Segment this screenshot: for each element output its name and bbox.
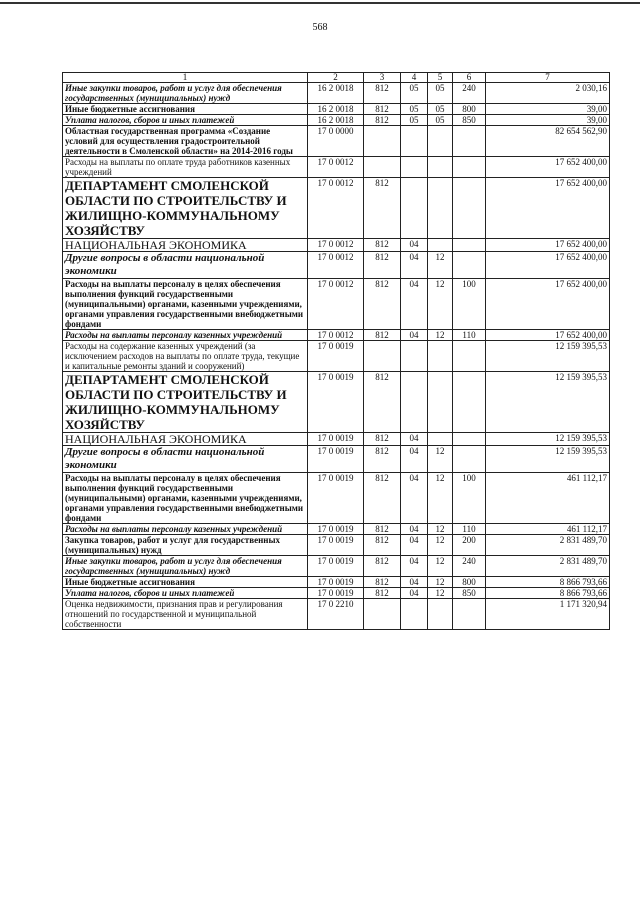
cell-name: Другие вопросы в области национальной экономики xyxy=(63,446,308,473)
cell-expense-type: 240 xyxy=(453,83,486,104)
cell-name: НАЦИОНАЛЬНАЯ ЭКОНОМИКА xyxy=(63,239,308,252)
cell-name: НАЦИОНАЛЬНАЯ ЭКОНОМИКА xyxy=(63,433,308,446)
cell-expense-type xyxy=(453,433,486,446)
cell-department-code: 812 xyxy=(364,279,401,330)
cell-name: ДЕПАРТАМЕНТ СМОЛЕНСКОЙ ОБЛАСТИ ПО СТРОИТЕЛЬСТВУ И ЖИЛИЩНО-КОММУНАЛЬНОМУ ХОЗЯЙСТВУ xyxy=(63,178,308,239)
cell-name: Расходы на выплаты персоналу казенных учреждений xyxy=(63,524,308,535)
cell-section-code xyxy=(401,372,428,433)
cell-name: Иные бюджетные ассигнования xyxy=(63,104,308,115)
cell-expense-type xyxy=(453,126,486,157)
cell-amount: 12 159 395,53 xyxy=(486,433,610,446)
cell-amount: 12 159 395,53 xyxy=(486,446,610,473)
cell-amount: 17 652 400,00 xyxy=(486,252,610,279)
cell-target-article: 17 0 0012 xyxy=(308,157,364,178)
cell-expense-type xyxy=(453,239,486,252)
cell-subsection-code xyxy=(428,157,453,178)
cell-expense-type: 100 xyxy=(453,279,486,330)
cell-amount: 1 171 320,94 xyxy=(486,599,610,630)
table-row xyxy=(63,115,610,126)
cell-section-code: 05 xyxy=(401,104,428,115)
cell-expense-type xyxy=(453,446,486,473)
cell-subsection-code: 12 xyxy=(428,535,453,556)
cell-section-code: 04 xyxy=(401,446,428,473)
table-row xyxy=(63,372,610,433)
cell-subsection-code: 12 xyxy=(428,588,453,599)
cell-subsection-code xyxy=(428,341,453,372)
cell-target-article: 17 0 0019 xyxy=(308,473,364,524)
cell-expense-type: 110 xyxy=(453,330,486,341)
cell-amount: 17 652 400,00 xyxy=(486,178,610,239)
cell-target-article: 17 0 0012 xyxy=(308,178,364,239)
cell-department-code: 812 xyxy=(364,252,401,279)
column-header: 2 xyxy=(308,73,364,83)
cell-expense-type xyxy=(453,372,486,433)
cell-name: Закупка товаров, работ и услуг для государственных (муниципальных) нужд xyxy=(63,535,308,556)
cell-subsection-code: 12 xyxy=(428,556,453,577)
cell-section-code xyxy=(401,157,428,178)
cell-expense-type: 200 xyxy=(453,535,486,556)
cell-name: Уплата налогов, сборов и иных платежей xyxy=(63,115,308,126)
cell-section-code: 04 xyxy=(401,433,428,446)
cell-section-code xyxy=(401,341,428,372)
table-row xyxy=(63,341,610,372)
cell-target-article: 17 0 0019 xyxy=(308,535,364,556)
cell-target-article: 17 0 0019 xyxy=(308,341,364,372)
cell-section-code: 04 xyxy=(401,330,428,341)
budget-table xyxy=(62,72,610,630)
cell-department-code: 812 xyxy=(364,83,401,104)
cell-amount: 2 030,16 xyxy=(486,83,610,104)
column-header: 3 xyxy=(364,73,401,83)
cell-section-code: 05 xyxy=(401,83,428,104)
cell-amount: 8 866 793,66 xyxy=(486,588,610,599)
table-row xyxy=(63,524,610,535)
cell-target-article: 17 0 0019 xyxy=(308,556,364,577)
cell-department-code: 812 xyxy=(364,372,401,433)
cell-target-article: 16 2 0018 xyxy=(308,104,364,115)
cell-target-article: 17 0 0012 xyxy=(308,279,364,330)
table-row xyxy=(63,330,610,341)
cell-subsection-code xyxy=(428,178,453,239)
cell-expense-type xyxy=(453,341,486,372)
cell-target-article: 17 0 0000 xyxy=(308,126,364,157)
cell-department-code: 812 xyxy=(364,473,401,524)
column-header: 5 xyxy=(428,73,453,83)
cell-section-code: 04 xyxy=(401,524,428,535)
cell-section-code: 04 xyxy=(401,279,428,330)
table-row xyxy=(63,178,610,239)
cell-name: Расходы на выплаты персоналу в целях обеспечения выполнения функций государственными (муниципальными) органами, казенными учреждениями, органами управления государственными внебюджетными фондами xyxy=(63,279,308,330)
cell-expense-type: 110 xyxy=(453,524,486,535)
cell-department-code: 812 xyxy=(364,577,401,588)
cell-department-code xyxy=(364,599,401,630)
table-row xyxy=(63,588,610,599)
cell-expense-type: 850 xyxy=(453,115,486,126)
cell-section-code: 04 xyxy=(401,535,428,556)
cell-subsection-code: 12 xyxy=(428,446,453,473)
cell-department-code: 812 xyxy=(364,535,401,556)
cell-department-code: 812 xyxy=(364,115,401,126)
cell-subsection-code: 12 xyxy=(428,252,453,279)
cell-name: Расходы на выплаты по оплате труда работников казенных учреждений xyxy=(63,157,308,178)
cell-amount: 17 652 400,00 xyxy=(486,279,610,330)
cell-amount: 17 652 400,00 xyxy=(486,239,610,252)
table-row xyxy=(63,104,610,115)
table-row xyxy=(63,157,610,178)
cell-target-article: 17 0 0012 xyxy=(308,330,364,341)
cell-amount: 461 112,17 xyxy=(486,524,610,535)
table-row xyxy=(63,446,610,473)
cell-amount: 8 866 793,66 xyxy=(486,577,610,588)
cell-subsection-code: 12 xyxy=(428,473,453,524)
cell-expense-type xyxy=(453,178,486,239)
cell-name: Оценка недвижимости, признания прав и регулирования отношений по государственной и муниципальной собственности xyxy=(63,599,308,630)
cell-subsection-code: 12 xyxy=(428,524,453,535)
cell-expense-type xyxy=(453,157,486,178)
cell-section-code: 04 xyxy=(401,252,428,279)
cell-department-code: 812 xyxy=(364,588,401,599)
cell-subsection-code xyxy=(428,372,453,433)
cell-name: Областная государственная программа «Создание условий для осуществления градостроительной деятельности в Смоленской области» на 2014-2016 годы xyxy=(63,126,308,157)
cell-department-code xyxy=(364,341,401,372)
cell-subsection-code: 12 xyxy=(428,577,453,588)
header-row xyxy=(63,73,610,83)
cell-name: Расходы на выплаты персоналу в целях обеспечения выполнения функций государственными (муниципальными) органами, казенными учреждениями, органами управления государственными внебюджетными фондами xyxy=(63,473,308,524)
cell-section-code: 04 xyxy=(401,239,428,252)
scan-top-edge xyxy=(0,2,640,4)
cell-subsection-code xyxy=(428,599,453,630)
cell-target-article: 17 0 0019 xyxy=(308,524,364,535)
cell-target-article: 17 0 0019 xyxy=(308,372,364,433)
cell-expense-type xyxy=(453,599,486,630)
table-row xyxy=(63,599,610,630)
cell-expense-type: 240 xyxy=(453,556,486,577)
page-number: 568 xyxy=(312,22,328,33)
cell-amount: 12 159 395,53 xyxy=(486,372,610,433)
cell-department-code: 812 xyxy=(364,239,401,252)
table-row xyxy=(63,577,610,588)
column-header: 1 xyxy=(63,73,308,83)
cell-department-code: 812 xyxy=(364,104,401,115)
cell-amount: 39,00 xyxy=(486,115,610,126)
cell-target-article: 17 0 0012 xyxy=(308,252,364,279)
cell-section-code: 05 xyxy=(401,115,428,126)
cell-section-code xyxy=(401,599,428,630)
cell-name: Другие вопросы в области национальной экономики xyxy=(63,252,308,279)
cell-name: Иные закупки товаров, работ и услуг для обеспечения государственных (муниципальных) нужд xyxy=(63,83,308,104)
cell-amount: 2 831 489,70 xyxy=(486,535,610,556)
cell-expense-type: 800 xyxy=(453,577,486,588)
cell-section-code: 04 xyxy=(401,473,428,524)
cell-target-article: 17 0 0019 xyxy=(308,433,364,446)
table-row xyxy=(63,239,610,252)
cell-name: Расходы на содержание казенных учреждений (за исключением расходов на выплаты по оплате труда, текущие и капитальные ремонты зданий и сооружений) xyxy=(63,341,308,372)
cell-subsection-code: 05 xyxy=(428,83,453,104)
cell-subsection-code xyxy=(428,433,453,446)
cell-name: Иные бюджетные ассигнования xyxy=(63,577,308,588)
table-row xyxy=(63,473,610,524)
table-row xyxy=(63,279,610,330)
cell-department-code xyxy=(364,157,401,178)
cell-name: Уплата налогов, сборов и иных платежей xyxy=(63,588,308,599)
cell-section-code xyxy=(401,178,428,239)
table-row xyxy=(63,83,610,104)
cell-name: Иные закупки товаров, работ и услуг для обеспечения государственных (муниципальных) нужд xyxy=(63,556,308,577)
cell-subsection-code: 12 xyxy=(428,279,453,330)
cell-amount: 17 652 400,00 xyxy=(486,157,610,178)
cell-amount: 12 159 395,53 xyxy=(486,341,610,372)
table-row xyxy=(63,252,610,279)
cell-section-code xyxy=(401,126,428,157)
column-header: 7 xyxy=(486,73,610,83)
cell-target-article: 17 0 0019 xyxy=(308,577,364,588)
cell-expense-type: 100 xyxy=(453,473,486,524)
cell-name: ДЕПАРТАМЕНТ СМОЛЕНСКОЙ ОБЛАСТИ ПО СТРОИТЕЛЬСТВУ И ЖИЛИЩНО-КОММУНАЛЬНОМУ ХОЗЯЙСТВУ xyxy=(63,372,308,433)
cell-expense-type: 850 xyxy=(453,588,486,599)
cell-target-article: 17 0 0019 xyxy=(308,588,364,599)
cell-expense-type xyxy=(453,252,486,279)
cell-department-code xyxy=(364,126,401,157)
cell-amount: 461 112,17 xyxy=(486,473,610,524)
cell-section-code: 04 xyxy=(401,588,428,599)
cell-department-code: 812 xyxy=(364,446,401,473)
cell-target-article: 17 0 0019 xyxy=(308,446,364,473)
cell-target-article: 16 2 0018 xyxy=(308,115,364,126)
cell-subsection-code: 05 xyxy=(428,104,453,115)
column-header: 4 xyxy=(401,73,428,83)
cell-subsection-code: 05 xyxy=(428,115,453,126)
cell-department-code: 812 xyxy=(364,433,401,446)
table-row xyxy=(63,433,610,446)
cell-section-code: 04 xyxy=(401,577,428,588)
cell-department-code: 812 xyxy=(364,556,401,577)
cell-subsection-code: 12 xyxy=(428,330,453,341)
cell-amount: 39,00 xyxy=(486,104,610,115)
cell-amount: 2 831 489,70 xyxy=(486,556,610,577)
cell-expense-type: 800 xyxy=(453,104,486,115)
table-body xyxy=(63,83,610,630)
cell-target-article: 17 0 2210 xyxy=(308,599,364,630)
cell-department-code: 812 xyxy=(364,178,401,239)
cell-amount: 17 652 400,00 xyxy=(486,330,610,341)
cell-name: Расходы на выплаты персоналу казенных учреждений xyxy=(63,330,308,341)
table-row xyxy=(63,556,610,577)
table-row xyxy=(63,535,610,556)
cell-target-article: 16 2 0018 xyxy=(308,83,364,104)
cell-section-code: 04 xyxy=(401,556,428,577)
table-row xyxy=(63,126,610,157)
cell-amount: 82 654 562,90 xyxy=(486,126,610,157)
cell-target-article: 17 0 0012 xyxy=(308,239,364,252)
cell-subsection-code xyxy=(428,126,453,157)
cell-subsection-code xyxy=(428,239,453,252)
cell-department-code: 812 xyxy=(364,330,401,341)
column-header: 6 xyxy=(453,73,486,83)
cell-department-code: 812 xyxy=(364,524,401,535)
